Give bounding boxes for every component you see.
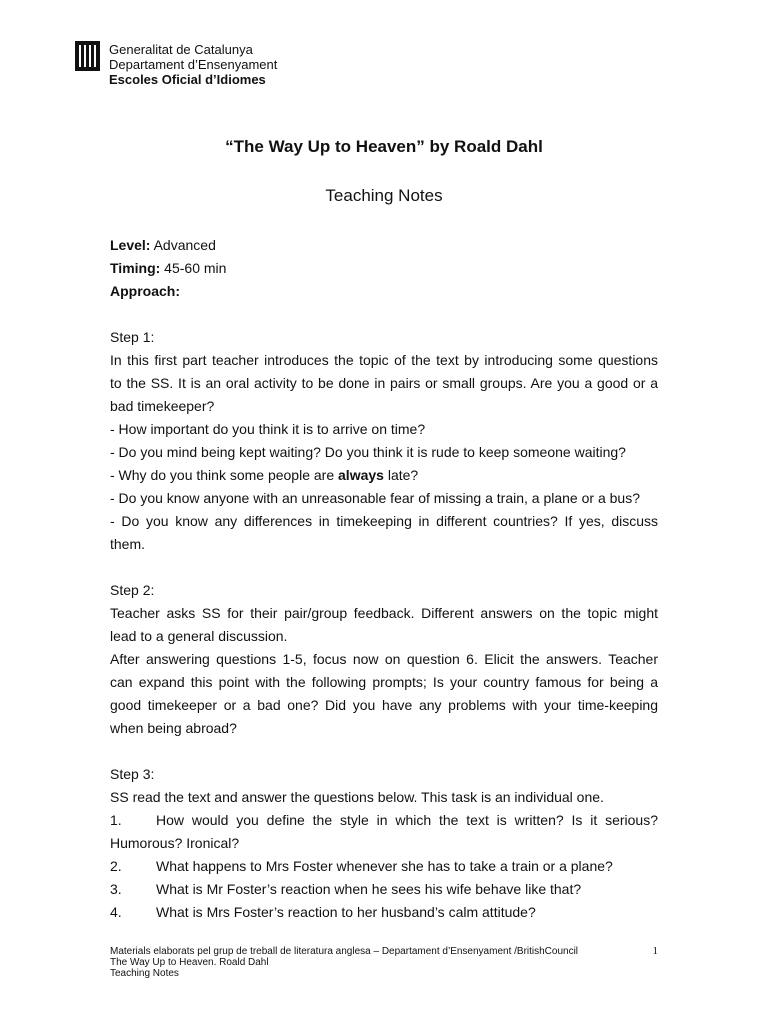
timing-line (110, 257, 658, 280)
item-text: What happens to Mrs Foster whenever she has to take a train or a plane? (156, 858, 613, 874)
question-emphasis: always (338, 467, 384, 483)
item-text: What is Mrs Foster’s reaction to her husband’s calm attitude? (156, 904, 536, 920)
step1-question: - Do you mind being kept waiting? Do you think it is rude to keep someone waiting? (110, 444, 626, 460)
step1-question: - How important do you think it is to arrive on time? (110, 421, 426, 437)
item-number: 1. (110, 812, 122, 828)
footer-line-2: The Way Up to Heaven. Roald Dahl (110, 957, 269, 968)
step2-heading: Step 2: (110, 582, 155, 598)
step2-line: good timekeeper or a bad one? Did you have any problems with your time-keeping (110, 697, 658, 713)
document-subtitle: Teaching Notes (325, 186, 443, 205)
timing-value: 45-60 min (160, 260, 227, 276)
step3-heading: Step 3: (110, 766, 155, 782)
step3-item (110, 901, 658, 924)
step1-heading: Step 1: (110, 329, 155, 345)
step3-item-cont: Humorous? Ironical? (110, 835, 240, 851)
document-title: “The Way Up to Heaven” by Roald Dahl (225, 137, 543, 156)
footer-line-1: Materials elaborats pel grup de treball de literatura anglesa – Departament d’Ensenyament /BritishCouncil (110, 946, 579, 957)
level-label: Level: (110, 237, 151, 253)
level-line (110, 234, 658, 257)
org-line-1: Generalitat de Catalunya (109, 42, 253, 57)
org-line-3: Escoles Oficial d’Idiomes (109, 72, 266, 87)
footer-line-3: Teaching Notes (110, 968, 179, 979)
step1-question (110, 464, 658, 487)
page-footer (110, 946, 658, 979)
item-number: 2. (110, 858, 122, 874)
step3-item (110, 878, 658, 901)
generalitat-bars-logo-icon (75, 41, 100, 71)
step3-item (110, 855, 658, 878)
item-number: 3. (110, 881, 122, 897)
step2-line: After answering questions 1-5, focus now on question 6. Elicit the answers. Teacher (110, 651, 658, 667)
step3-item (110, 809, 658, 832)
step1-paragraph-line: to the SS. It is an oral activity to be done in pairs or small groups. Are you a good or a (110, 375, 658, 391)
step1-question: - Do you know any differences in timekeeping in different countries? If yes, discuss (110, 513, 658, 529)
step1-paragraph-line: In this first part teacher introduces the topic of the text by introducing some questions (110, 352, 658, 368)
step1-question-cont: them. (110, 536, 146, 552)
question-text: - Why do you think some people are (110, 467, 339, 483)
org-line-2: Departament d’Ensenyament (109, 57, 278, 72)
step3-intro: SS read the text and answer the questions below. This task is an individual one. (110, 789, 604, 805)
step2-line: when being abroad? (110, 720, 237, 736)
step2-line: lead to a general discussion. (110, 628, 288, 644)
page-number: 1 (652, 945, 658, 957)
step1-question: - Do you know anyone with an unreasonable fear of missing a train, a plane or a bus? (110, 490, 640, 506)
document-body (110, 234, 658, 924)
level-value: Advanced (150, 237, 216, 253)
organization-header (109, 42, 277, 87)
question-text: late? (383, 467, 419, 483)
item-number: 4. (110, 904, 122, 920)
item-text: How would you define the style in which the text is written? Is it serious? (156, 812, 658, 828)
timing-label: Timing: (110, 260, 161, 276)
approach-label: Approach: (110, 283, 180, 299)
item-text: What is Mr Foster’s reaction when he sees his wife behave like that? (156, 881, 582, 897)
step1-paragraph-line: bad timekeeper? (110, 398, 215, 414)
step2-line: Teacher asks SS for their pair/group feedback. Different answers on the topic might (110, 605, 658, 621)
step2-line: can expand this point with the following prompts; Is your country famous for being a (110, 674, 658, 690)
